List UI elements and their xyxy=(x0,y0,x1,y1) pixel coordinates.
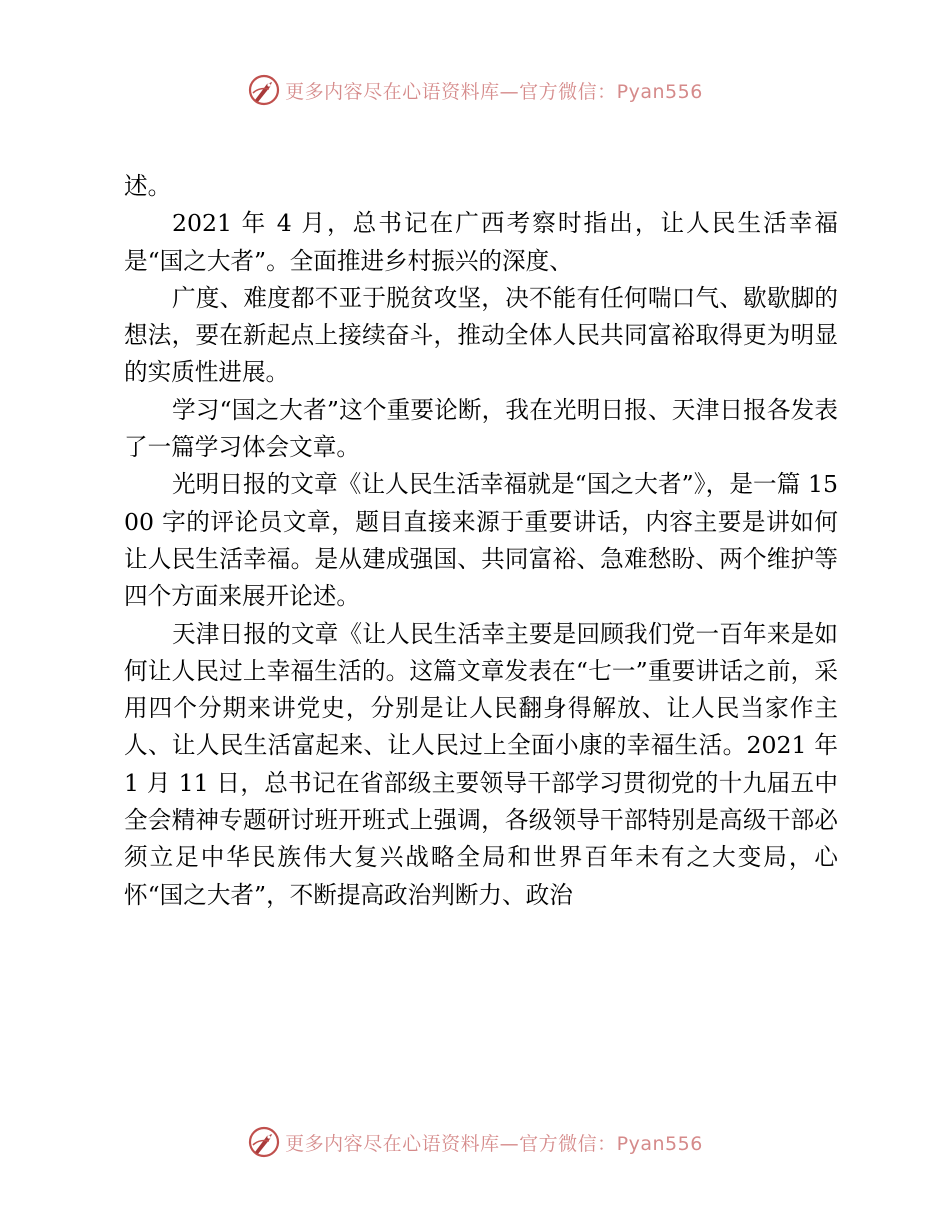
paragraph-4: 学习“国之大者”这个重要论断，我在光明日报、天津日报各发表了一篇学习体会文章。 xyxy=(124,395,838,462)
pen-nib-logo-icon xyxy=(247,1125,281,1159)
paragraph-6: 天津日报的文章《让人民生活幸主要是回顾我们党一百年来是如何让人民过上幸福生活的。这篇文章发表在“七一”重要讲话之前，采用四个分期来讲党史，分别是让人民翻身得解放、让人民当家作主人、让人民生活富起来、让人民过上全面小康的幸福生活。2021 年 1 月 11 日，总书记在省部级主要领导干部学习贯彻党的十九届五中全会精神专题研讨班开班式上强调，各级领导干部特别是高级干部必须立足中华民族伟大复兴战略全局和世界百年未有之大变局，心怀“国之大者”，不断提高政治判断力、政治 xyxy=(124,619,838,909)
document-body xyxy=(124,168,838,914)
header-watermark xyxy=(0,68,950,112)
footer-watermark xyxy=(0,1120,950,1164)
footer-watermark-text: 更多内容尽在心语资料库—官方微信：Pyan556 xyxy=(285,1132,703,1155)
paragraph-2: 2021 年 4 月，总书记在广西考察时指出，让人民生活幸福是“国之大者”。全面推进乡村振兴的深度、 xyxy=(124,209,838,275)
paragraph-1: 述。 xyxy=(124,172,172,200)
paragraph-5: 光明日报的文章《让人民生活幸福就是“国之大者”》，是一篇 1500 字的评论员文章，题目直接来源于重要讲话，内容主要是讲如何让人民生活幸福。是从建成强国、共同富裕、急难愁盼、两个维护等四个方面来展开论述。 xyxy=(124,470,838,611)
pen-nib-logo-icon xyxy=(247,73,281,107)
header-watermark-text: 更多内容尽在心语资料库—官方微信：Pyan556 xyxy=(285,80,703,103)
paragraph-3: 广度、难度都不亚于脱贫攻坚，决不能有任何喘口气、歇歇脚的想法，要在新起点上接续奋斗，推动全体人民共同富裕取得更为明显的实质性进展。 xyxy=(124,283,838,387)
